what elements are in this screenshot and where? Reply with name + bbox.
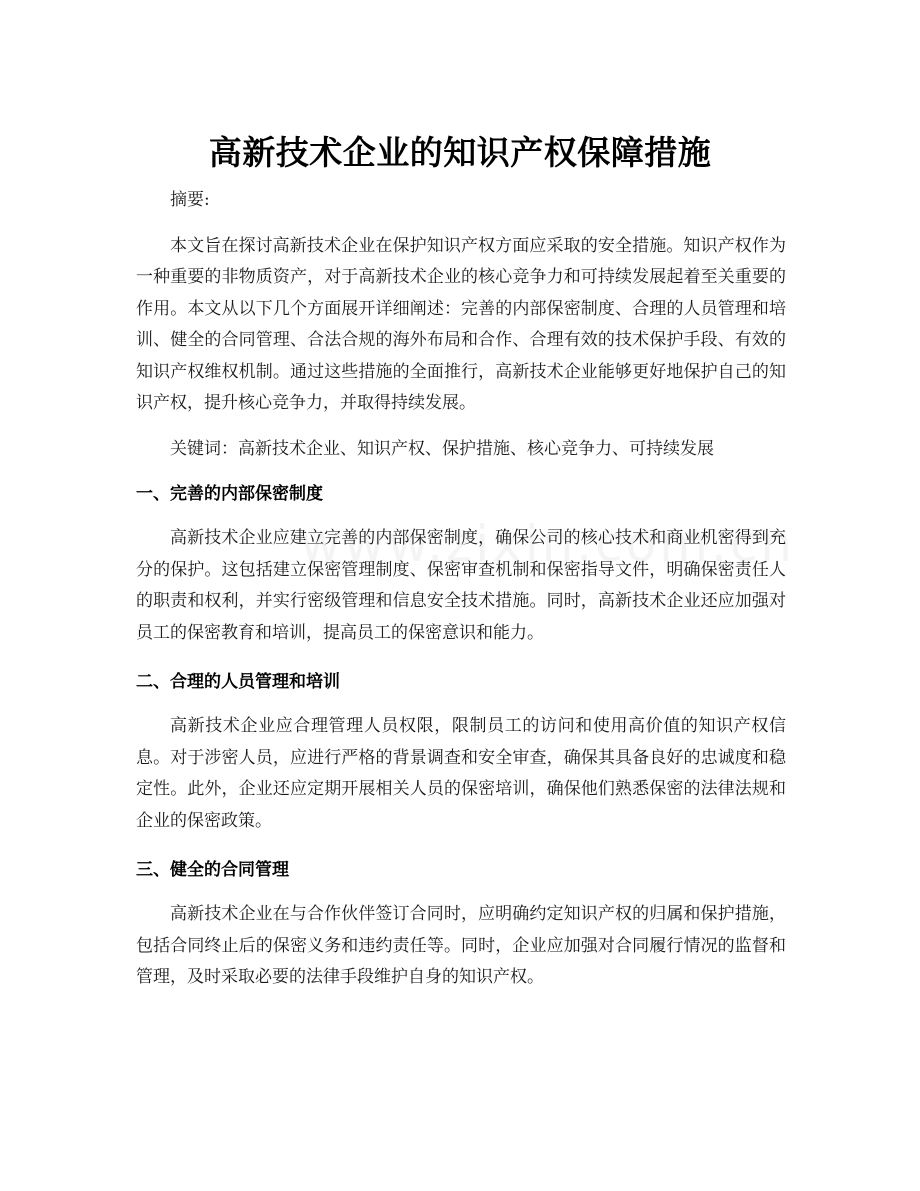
abstract-text: 本文旨在探讨高新技术企业在保护知识产权方面应采取的安全措施。知识产权作为一种重要的非物质资产，对于高新技术企业的核心竞争力和可持续发展起着至关重要的作用。本文从以下几个方面展开详细阐述：完善的内部保密制度、合理的人员管理和培训、健全的合同管理、合法合规的海外布局和合作、合理有效的技术保护手段、有效的知识产权维权机制。通过这些措施的全面推行，高新技术企业能够更好地保护自己的知识产权，提升核心竞争力，并取得持续发展。 (136, 235, 786, 413)
keywords: 关键词：高新技术企业、知识产权、保护措施、核心竞争力、可持续发展 (170, 438, 714, 459)
abstract-label: 摘要: (170, 190, 210, 210)
section-body-3: 高新技术企业在与合作伙伴签订合同时，应明确约定知识产权的归属和保护措施，包括合同终止后的保密义务和违约责任等。同时，企业应加强对合同履行情况的监督和管理，及时采取必要的法律手段维护自身的知识产权。 (136, 904, 786, 987)
section-heading-1: 一、完善的内部保密制度 (136, 484, 323, 504)
section-body-1: 高新技术企业应建立完善的内部保密制度，确保公司的核心技术和商业机密得到充分的保护。这包括建立保密管理制度、保密审查机制和保密指导文件，明确保密责任人的职责和权利，并实行密级管理和信息安全技术措施。同时，高新技术企业还应加强对员工的保密教育和培训，提高员工的保密意识和能力。 (136, 528, 786, 643)
section-heading-2: 二、合理的人员管理和培训 (136, 672, 340, 692)
document-title: 高新技术企业的知识产权保障措施 (208, 133, 712, 173)
section-heading-3: 三、健全的合同管理 (136, 860, 289, 880)
section-body-2: 高新技术企业应合理管理人员权限，限制员工的访问和使用高价值的知识产权信息。对于涉密人员，应进行严格的背景调查和安全审查，确保其具备良好的忠诚度和稳定性。此外，企业还应定期开展相关人员的保密培训，确保他们熟悉保密的法律法规和企业的保密政策。 (136, 716, 786, 831)
document-body (136, 185, 786, 994)
